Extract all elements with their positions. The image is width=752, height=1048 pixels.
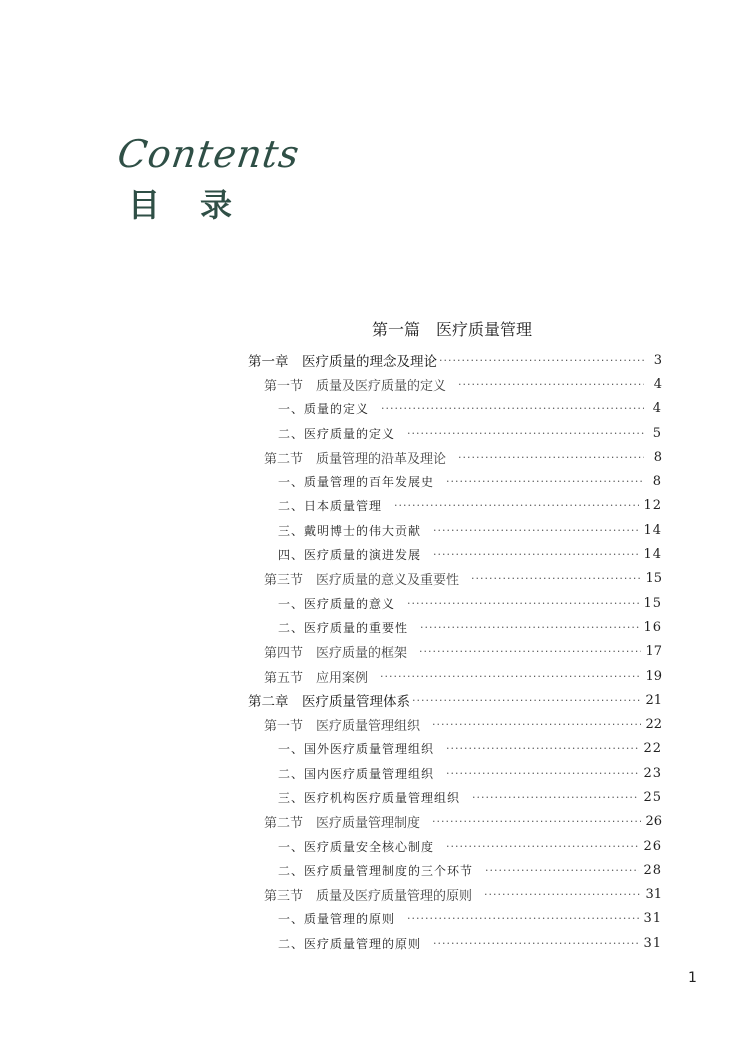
toc-entry-page: 31 (643, 935, 662, 951)
toc-dot-leader (432, 718, 641, 731)
toc-entry-title: 第一节 质量及医疗质量的定义 (264, 378, 447, 394)
toc-entry-title: 一、医疗质量的意义 (278, 596, 396, 611)
toc-entry-page: 8 (653, 449, 662, 465)
toc-entry-page: 31 (645, 887, 662, 903)
toc-dot-leader (381, 402, 644, 415)
toc-item-entry[interactable] (248, 591, 662, 615)
toc-dot-leader (446, 840, 639, 853)
toc-entry-page: 25 (643, 789, 662, 805)
page-number: 1 (688, 970, 697, 986)
toc-entry-page: 19 (645, 668, 662, 684)
toc-dot-leader (394, 499, 639, 512)
toc-entry-title: 一、质量管理的原则 (278, 912, 396, 927)
toc-dot-leader (407, 597, 639, 610)
toc-entry-title: 二、医疗质量管理的原则 (278, 936, 422, 951)
toc-entry-title: 三、戴明博士的伟大贡献 (278, 523, 422, 538)
toc-section-entry[interactable] (248, 567, 662, 591)
toc-dot-leader (458, 378, 644, 391)
toc-entry-title: 二、日本质量管理 (278, 499, 383, 514)
toc-entry-page: 22 (645, 717, 662, 733)
toc-item-entry[interactable] (248, 542, 662, 566)
toc-entry-title: 第一章 医疗质量的理念及理论 (248, 354, 437, 371)
toc-entry-page: 15 (645, 571, 662, 587)
toc-entry-title: 四、医疗质量的演进发展 (278, 548, 422, 563)
toc-entry-title: 一、质量的定义 (278, 402, 370, 417)
toc-dot-leader (380, 670, 641, 683)
toc-dot-leader (472, 791, 639, 804)
contents-heading-script: Contents (114, 132, 303, 176)
toc-entry-title: 二、国内医疗质量管理组织 (278, 766, 435, 781)
toc-entry-title: 第一节 医疗质量管理组织 (264, 719, 421, 735)
toc-entry-title: 一、医疗质量安全核心制度 (278, 839, 435, 854)
toc-dot-leader (484, 888, 641, 901)
part-title: 第一篇 医疗质量管理 (372, 320, 533, 339)
toc-section-entry[interactable] (248, 372, 662, 396)
toc-item-entry[interactable] (248, 761, 662, 785)
toc-entry-page: 12 (643, 498, 662, 514)
toc-entry-page: 26 (645, 814, 662, 830)
toc-item-entry[interactable] (248, 421, 662, 445)
toc-entry-page: 28 (643, 862, 662, 878)
toc-entry-title: 第三节 质量及医疗质量管理的原则 (264, 889, 473, 905)
toc-entry-title: 二、医疗质量的定义 (278, 426, 396, 441)
toc-item-entry[interactable] (248, 858, 662, 882)
toc-section-entry[interactable] (248, 664, 662, 688)
toc-entry-page: 31 (643, 911, 662, 927)
toc-dot-leader (433, 937, 639, 950)
toc-dot-leader (433, 548, 639, 561)
toc-entry-page: 15 (643, 595, 662, 611)
toc-entry-page: 21 (645, 692, 662, 708)
toc-entry-title: 二、医疗质量的重要性 (278, 620, 409, 635)
toc-entry-page: 14 (643, 547, 662, 563)
toc-entry-title: 第二章 医疗质量管理体系 (248, 694, 410, 711)
toc-entry-title: 第二节 质量管理的沿革及理论 (264, 451, 447, 467)
toc-entry-page: 5 (652, 425, 662, 441)
toc-section-entry[interactable] (248, 445, 662, 469)
toc-entry-title: 一、质量管理的百年发展史 (278, 475, 435, 490)
toc-dot-leader (419, 645, 641, 658)
toc-entry-page: 22 (643, 741, 662, 757)
toc-item-entry[interactable] (248, 469, 662, 493)
toc-entry-page: 26 (643, 838, 662, 854)
toc-entry-page: 17 (645, 644, 662, 660)
toc-chapter-entry[interactable] (248, 688, 662, 712)
toc-entry-title: 第二节 医疗质量管理制度 (264, 816, 421, 832)
toc-entry-title: 二、医疗质量管理制度的三个环节 (278, 863, 474, 878)
toc-dot-leader (420, 621, 639, 634)
toc-dot-leader (458, 451, 644, 464)
toc-item-entry[interactable] (248, 397, 662, 421)
toc-item-entry[interactable] (248, 907, 662, 931)
toc-dot-leader (407, 427, 644, 440)
toc-entry-page: 16 (643, 619, 662, 635)
toc-item-entry[interactable] (248, 931, 662, 955)
toc-item-entry[interactable] (248, 518, 662, 542)
toc-section-entry[interactable] (248, 883, 662, 907)
toc-section-entry[interactable] (248, 712, 662, 736)
toc-dot-leader (471, 572, 641, 585)
toc-item-entry[interactable] (248, 785, 662, 809)
contents-heading-chinese: 目录 (128, 186, 273, 224)
toc-dot-leader (412, 694, 641, 707)
toc-item-entry[interactable] (248, 737, 662, 761)
toc-dot-leader (485, 864, 639, 877)
table-of-contents (248, 348, 662, 955)
toc-entry-title: 第三节 医疗质量的意义及重要性 (264, 573, 460, 589)
toc-dot-leader (446, 742, 639, 755)
toc-entry-page: 4 (653, 376, 662, 392)
toc-dot-leader (433, 524, 639, 537)
toc-entry-title: 第四节 医疗质量的框架 (264, 646, 408, 662)
toc-entry-title: 三、医疗机构医疗质量管理组织 (278, 790, 461, 805)
toc-entry-page: 14 (643, 522, 662, 538)
toc-section-entry[interactable] (248, 640, 662, 664)
toc-item-entry[interactable] (248, 615, 662, 639)
toc-item-entry[interactable] (248, 494, 662, 518)
toc-entry-page: 3 (653, 352, 662, 368)
toc-dot-leader (446, 767, 639, 780)
toc-entry-page: 8 (652, 474, 662, 490)
toc-item-entry[interactable] (248, 834, 662, 858)
toc-entry-title: 第五节 应用案例 (264, 670, 369, 686)
toc-dot-leader (439, 354, 644, 367)
toc-dot-leader (432, 815, 641, 828)
toc-entry-title: 一、国外医疗质量管理组织 (278, 742, 435, 757)
toc-section-entry[interactable] (248, 810, 662, 834)
toc-chapter-entry[interactable] (248, 348, 662, 372)
toc-dot-leader (407, 912, 639, 925)
toc-entry-page: 23 (643, 765, 662, 781)
toc-dot-leader (446, 475, 644, 488)
toc-entry-page: 4 (652, 401, 662, 417)
